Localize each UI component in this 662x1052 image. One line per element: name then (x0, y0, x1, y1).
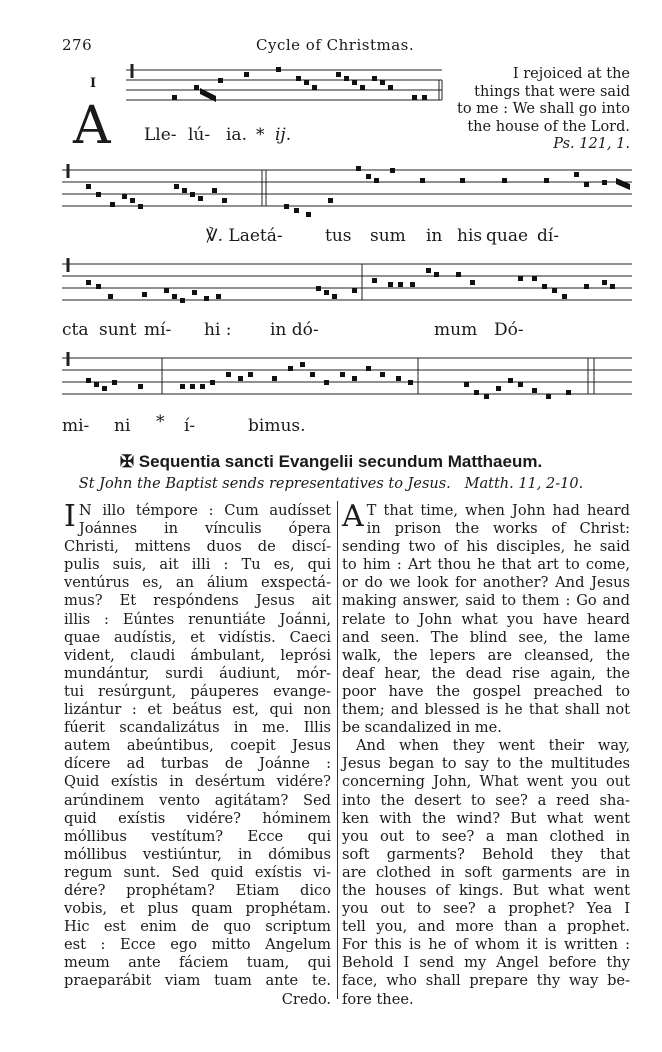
running-title: Cycle of Christmas. (256, 36, 415, 54)
latin-line: Christi, mittens duos de discí- (64, 538, 331, 556)
latin-line: quid exístis vidére? hóminem (64, 809, 331, 827)
latin-line: Hic est enim de quo scriptum (64, 918, 331, 936)
latin-line: dícere ad turbas de Joánne : (64, 755, 331, 773)
gospel-subtitle: St John the Baptist sends representatives to Jesus. (78, 476, 451, 492)
latin-line: praeparábit viam tuam ante te. (64, 972, 331, 990)
english-line: and seen. The blind see, the lame (342, 628, 630, 646)
latin-line: est : Ecce ego mitto Angelum (64, 936, 331, 954)
english-line: walk, the lepers are cleansed, the (342, 646, 630, 664)
lyric-syllable: dí- (537, 226, 560, 246)
english-line: For this is he of whom it is written : (342, 936, 630, 954)
latin-line: Quid exístis in desértum vidére? (64, 773, 331, 791)
english-line: tell you, and more than a prophet. (342, 918, 630, 936)
latin-line: N illo témpore : Cum audísset (78, 502, 331, 519)
gospel-subtitle-line (0, 476, 662, 492)
latin-line: lizántur : et beátus est, qui non (64, 701, 331, 719)
psalm-reference: Ps. 121, 1. (553, 136, 630, 152)
lyric-repeat: ij. (275, 125, 292, 145)
lyric-syllable: ℣. Laetá- (206, 226, 283, 246)
english-line: making answer, said to them : Go and (342, 592, 630, 610)
psalm-line: things that were said (474, 83, 630, 100)
lyric-asterisk: * (156, 412, 165, 432)
latin-line: pulis suis, ait illi : Tu es, qui (64, 556, 331, 574)
credo: Credo. (281, 990, 331, 1008)
latin-line: móllibus vestítum? Ecce qui (64, 827, 331, 845)
lyric-syllable: Dó- (494, 320, 524, 340)
column-divider (337, 501, 338, 999)
english-line: are clothed in soft garments are in (342, 863, 630, 881)
english-line: you out to see? a prophet? Yea I (342, 900, 630, 918)
latin-line: fúerit scandalizátus in me. Illis (64, 719, 331, 737)
latin-line: ventúrus es, an álium exspectá- (64, 574, 331, 592)
mode-number: I (90, 76, 97, 91)
english-line: poor have the gospel preached to (342, 682, 630, 700)
english-line: Jesus began to say to the multitudes (342, 755, 630, 773)
lyric-syllable: cta (62, 320, 89, 340)
english-line: you out to see? a man clothed in (342, 827, 630, 845)
psalm-line: I rejoiced at the (512, 66, 630, 82)
lyric-syllable: mí- (144, 320, 172, 340)
english-line: Behold I send my Angel before thy (342, 954, 630, 972)
staff-4 (62, 350, 634, 410)
english-line: T that time, when John had heard (366, 502, 630, 519)
lyric-syllable: hi : (204, 320, 232, 340)
english-line: them; and blessed is he that shall not (342, 701, 630, 719)
gospel-reference: Matth. 11, 2-10. (464, 476, 584, 492)
lyric-syllable: ni (114, 416, 131, 436)
gospel-title: Sequentia sancti Evangelii secundum Matthaeum. (138, 452, 543, 471)
english-line: sending two of his disciples, he said (342, 538, 630, 556)
latin-line: tui resúrgunt, páuperes evange- (64, 682, 331, 700)
latin-line: meum ante fáciem tuam, qui (64, 954, 331, 972)
lyric-syllable: mum (434, 320, 478, 340)
english-line: to him : Art thou he that art to come, (342, 556, 630, 574)
english-line: And when they went their way, (356, 737, 630, 755)
english-line: in prison the works of Christ: (366, 520, 630, 538)
latin-column (64, 499, 331, 1009)
latin-line: dére? prophétam? Etiam dico (64, 881, 331, 899)
english-line: be scandalized in me. (342, 719, 502, 737)
lyric-syllable: í- (184, 416, 196, 436)
psalm-line: the house of the Lord. (467, 118, 630, 135)
staff-2 (62, 158, 634, 222)
initial-letter: A (73, 96, 111, 156)
latin-line: arúndinem vento agitátam? Sed (64, 791, 331, 809)
lyric-syllable: in (426, 226, 443, 246)
staff-1 (126, 62, 446, 110)
latin-line: mus? Et respóndens Jesus ait (64, 592, 331, 610)
latin-line: Joánnes in vínculis ópera (78, 520, 331, 538)
english-line: relate to John what you have heard (342, 610, 630, 628)
english-line: into the desert to see? a reed sha- (342, 791, 630, 809)
lyric-syllable: Lle- (144, 125, 177, 145)
latin-line: autem abeúntibus, coepit Jesus (64, 737, 331, 755)
latin-line: vident, claudi ámbulant, leprósi (64, 646, 331, 664)
lyric-syllable: his (457, 226, 483, 246)
lyric-syllable: sunt (99, 320, 137, 340)
latin-line: vobis, et plus quam prophétam. (64, 900, 331, 918)
lyric-syllable: mi- (62, 416, 90, 436)
lyric-syllable: ia. (226, 125, 247, 145)
staff-3 (62, 254, 634, 316)
latin-line: illis : Eúntes renuntiáte Joánni, (64, 610, 331, 628)
english-line: or do we look for another? And Jesus (342, 574, 630, 592)
english-drop-initial: A (342, 499, 364, 534)
lyric-syllable: sum (370, 226, 406, 246)
english-line: ken with the wind? But what went (342, 809, 630, 827)
lyric-syllable: lú- (188, 125, 211, 145)
lyric-syllable: in dó- (270, 320, 319, 340)
psalm-line: to me : We shall go into (457, 101, 630, 117)
cross-icon: ✠ (119, 452, 135, 471)
english-line: fore thee. (342, 990, 414, 1008)
page-number: 276 (62, 36, 93, 54)
latin-line: móllibus vestiúntur, in dómibus (64, 845, 331, 863)
lyric-asterisk: * (256, 125, 265, 145)
lyric-syllable: bimus. (248, 416, 306, 436)
english-line: concerning John, What went you out (342, 773, 630, 791)
english-column (342, 499, 630, 1009)
latin-line: quae audístis, et vidístis. Caeci (64, 628, 331, 646)
english-line: the houses of kings. But what went (342, 881, 630, 899)
english-line: deaf hear, the dead rise again, the (342, 664, 630, 682)
latin-line: mundántur, surdi áudiunt, mór- (64, 664, 331, 682)
lyric-syllable: tus (325, 226, 352, 246)
latin-drop-initial: I (64, 499, 76, 534)
english-line: face, who shall prepare thy way be- (342, 972, 630, 990)
english-line: soft garments? Behold they that (342, 845, 630, 863)
psalm-text (452, 66, 630, 154)
latin-line: regum sunt. Sed quid exístis vi- (64, 863, 331, 881)
lyric-syllable: quae (486, 226, 529, 246)
gospel-title-line (0, 452, 662, 472)
